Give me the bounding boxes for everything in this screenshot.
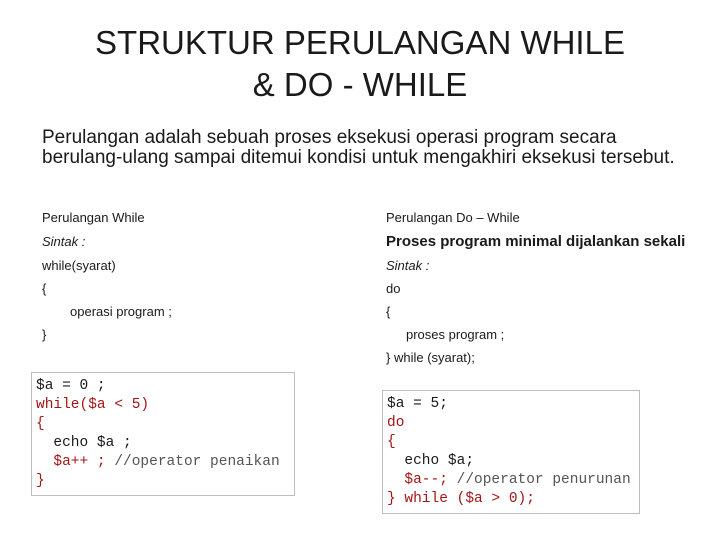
code-line: $a = 5; [387,396,448,412]
code-line: echo $a ; [36,435,132,451]
while-syntax-section [42,208,362,348]
code-keyword: while [404,491,448,507]
while-syntax-line: while(syarat) [42,258,116,273]
dowhile-syntax-open-brace: { [386,304,391,319]
title-line-1: STRUKTUR PERULANGAN WHILE [95,24,625,61]
code-line [387,471,635,490]
intro-paragraph: Perulangan adalah sebuah proses eksekusi operasi program secara berulang-ulang sampai ditemui kondisi untuk mengakhiri eksekusi tersebut. [42,127,675,168]
while-syntax-body: operasi program ; [70,304,172,319]
dowhile-note: Proses program minimal dijalankan sekali [386,233,686,250]
code-line: } [36,473,45,489]
code-condition: ($a > 0); [447,491,535,507]
code-comment: //operator penaikan [105,454,280,470]
code-line [36,453,290,472]
code-statement: $a++ ; [36,454,106,470]
while-code-example [31,372,295,496]
code-brace: } [387,491,405,507]
dowhile-syntax-close: } while (syarat); [386,350,475,365]
while-syntax-close-brace: } [42,327,47,342]
code-line: $a = 0 ; [36,378,106,394]
code-line: while($a < 5) [36,397,150,413]
title-line-2: & DO - WHILE [252,66,468,103]
dowhile-heading: Perulangan Do – While [386,210,520,225]
dowhile-code-example [382,390,640,514]
code-line: { [387,434,396,450]
dowhile-syntax-body: proses program ; [406,327,505,342]
dowhile-syntax-do: do [386,281,401,296]
while-syntax-open-brace: { [42,281,47,296]
slide-title [0,22,720,106]
code-line: { [36,416,45,432]
code-line: do [387,415,405,431]
while-syntax-label: Sintak : [42,234,86,249]
while-heading: Perulangan While [42,210,145,225]
code-statement: $a--; [387,472,448,488]
code-comment: //operator penurunan [447,472,631,488]
dowhile-syntax-label: Sintak : [386,258,430,273]
code-line [387,490,635,509]
dowhile-syntax-section [386,208,706,368]
code-line: echo $a; [387,453,475,469]
